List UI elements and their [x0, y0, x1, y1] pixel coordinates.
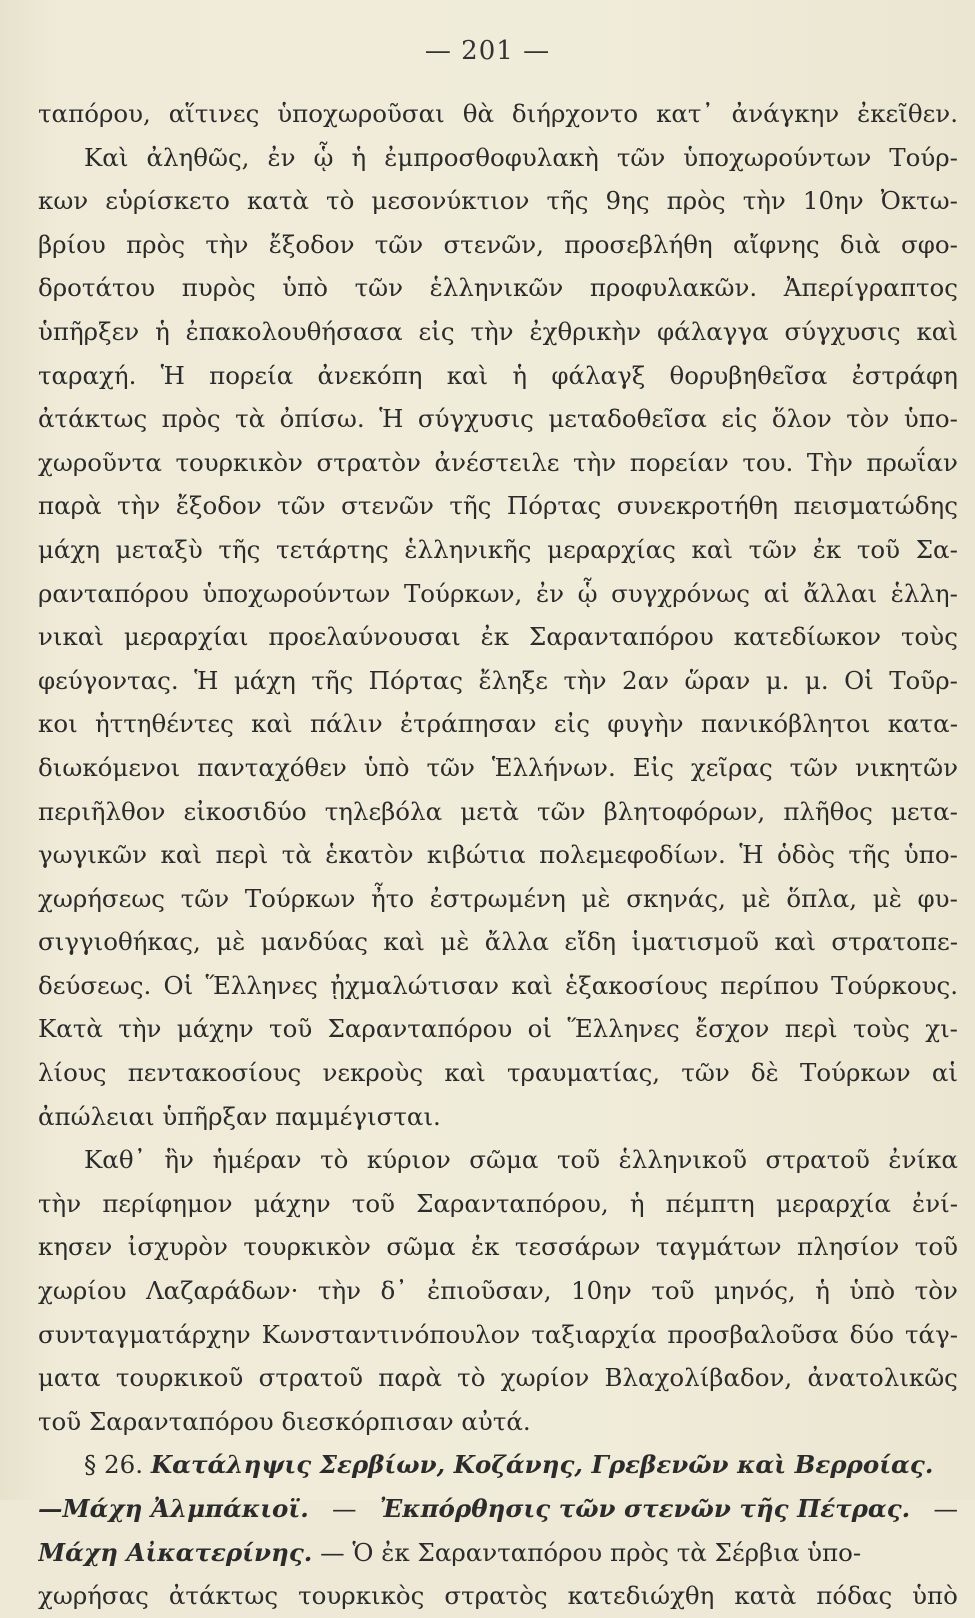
text-line: κων εὑρίσκετο κατὰ τὸ μεσονύκτιον τῆς 9ης πρὸς τὴν 10ην Ὀκτω-	[38, 186, 958, 216]
text-line: δεύσεως. Οἱ Ἕλληνες ᾐχμαλώτισαν καὶ ἑξακοσίους περίπου Τούρκους.	[38, 970, 958, 1000]
section-subtitle: —Μάχη Ἀλμπάκιοϊ.	[38, 1494, 309, 1523]
text-line: τὴν περίφημον μάχην τοῦ Σαρανταπόρου, ἡ πέμπτη μεραρχία ἐνί-	[38, 1188, 958, 1218]
dash-separator: —	[933, 1494, 958, 1523]
section-heading-line-3	[38, 1531, 958, 1575]
text-line: χωροῦντα τουρκικὸν στρατὸν ἀνέστειλε τὴν πορείαν του. Τὴν πρωΐαν	[38, 447, 958, 477]
dash-separator: —	[332, 1494, 357, 1523]
text-line: χωρίου Λαζαράδων· τὴν δ᾽ ἐπιοῦσαν, 10ην τοῦ μηνός, ἡ ὑπὸ τὸν	[38, 1276, 958, 1306]
text-line: ταπόρου, αἵτινες ὑποχωροῦσαι θὰ διήρχοντο κατ᾽ ἀνάγκην ἐκεῖθεν.	[38, 99, 958, 128]
section-title: Κατάληψις Σερβίων, Κοζάνης, Γρεβενῶν καὶ Βερροίας.	[150, 1450, 934, 1480]
text-line: νικαὶ μεραρχίαι προελαύνουσαι ἐκ Σαρανταπόρου κατεδίωκον τοὺς	[38, 622, 958, 652]
section-text: Ὁ ἐκ Σαρανταπόρου πρὸς τὰ Σέρβια ὑπο-	[352, 1537, 862, 1567]
text-line: συνταγματάρχην Κωνσταντινόπουλον ταξιαρχία προσβαλοῦσα δύο τάγ-	[38, 1319, 958, 1349]
body-text	[38, 92, 958, 1618]
text-line: διωκόμενοι πανταχόθεν ὑπὸ τῶν Ἑλλήνων. Εἰς χεῖρας τῶν νικητῶν	[38, 752, 958, 782]
text-line: χωρήσας ἀτάκτως τουρκικὸς στρατὸς κατεδιώχθη κατὰ πόδας ὑπὸ	[38, 1581, 958, 1611]
text-line: ἀτάκτως πρὸς τὰ ὀπίσω. Ἡ σύγχυσις μεταδοθεῖσα εἰς ὅλον τὸν ὑπο-	[38, 404, 958, 434]
text-line: βρίου πρὸς τὴν ἔξοδον τῶν στενῶν, προσεβλήθη αἴφνης διὰ σφο-	[38, 229, 958, 259]
text-line: ρανταπόρου ὑποχωρούντων Τούρκων, ἐν ᾧ συγχρόνως αἱ ἄλλαι ἑλλη-	[38, 578, 958, 608]
text-line: γωγικῶν καὶ περὶ τὰ ἑκατὸν κιβώτια πολεμεφοδίων. Ἡ ὁδὸς τῆς ὑπο-	[38, 840, 958, 870]
text-line: παρὰ τὴν ἔξοδον τῶν στενῶν τῆς Πόρτας συνεκροτήθη πεισματώδης	[38, 491, 958, 521]
text-line: περιῆλθον εἰκοσιδύο τηλεβόλα μετὰ τῶν βλητοφόρων, πλῆθος μετα-	[38, 796, 958, 826]
text-line: τοῦ Σαρανταπόρου διεσκόρπισαν αὐτά.	[38, 1406, 531, 1436]
text-line: κησεν ἰσχυρὸν τουρκικὸν σῶμα ἐκ τεσσάρων ταγμάτων πλησίον τοῦ	[38, 1232, 958, 1262]
text-line: μάχη μεταξὺ τῆς τετάρτης ἑλληνικῆς μεραρχίας καὶ τῶν ἐκ τοῦ Σα-	[38, 534, 958, 564]
text-line: λίους πεντακοσίους νεκροὺς καὶ τραυματίας, τῶν δὲ Τούρκων αἱ	[38, 1058, 958, 1088]
text-line: ματα τουρκικοῦ στρατοῦ παρὰ τὸ χωρίον Βλαχολίβαδον, ἀνατολικῶς	[38, 1363, 958, 1393]
text-line: ταραχή. Ἡ πορεία ἀνεκόπη καὶ ἡ φάλαγξ θορυβηθεῖσα ἐστράφη	[38, 360, 958, 390]
section-heading-line-2	[38, 1487, 958, 1531]
dash-separator: —	[320, 1537, 345, 1567]
section-heading-line-1	[38, 1443, 958, 1487]
page-number: — 201 —	[424, 36, 551, 66]
text-line: χωρήσεως τῶν Τούρκων ἦτο ἐστρωμένη μὲ σκηνάς, μὲ ὅπλα, μὲ φυ-	[38, 883, 958, 913]
text-line: σιγγιοθήκας, μὲ μανδύας καὶ μὲ ἄλλα εἴδη ἱματισμοῦ καὶ στρατοπε-	[38, 927, 958, 957]
text-line: ὑπῆρξεν ἡ ἐπακολουθήσασα εἰς τὴν ἐχθρικὴν φάλαγγα σύγχυσις καὶ	[38, 316, 958, 346]
text-line: φεύγοντας. Ἡ μάχη τῆς Πόρτας ἔληξε τὴν 2αν ὥραν μ. μ. Οἱ Τοῦρ-	[38, 665, 958, 695]
text-line: κοι ἡττηθέντες καὶ πάλιν ἐτράπησαν εἰς φυγὴν πανικόβλητοι κατα-	[38, 709, 958, 739]
text-line: δροτάτου πυρὸς ὑπὸ τῶν ἑλληνικῶν προφυλακῶν. Ἀπερίγραπτος	[38, 273, 958, 303]
text-line: Καὶ ἀληθῶς, ἐν ᾧ ἡ ἐμπροσθοφυλακὴ τῶν ὑποχωρούντων Τούρ-	[84, 142, 958, 172]
section-number: § 26.	[84, 1450, 144, 1480]
section-subtitle: Ἐκπόρθησις τῶν στενῶν τῆς Πέτρας.	[379, 1494, 911, 1523]
text-line: ἀπώλειαι ὑπῆρξαν παμμέγισται.	[38, 1101, 441, 1131]
text-line: Κατὰ τὴν μάχην τοῦ Σαρανταπόρου οἱ Ἕλληνες ἔσχον περὶ τοὺς χι-	[38, 1014, 958, 1044]
text-line: Καθ᾽ ἣν ἡμέραν τὸ κύριον σῶμα τοῦ ἑλληνικοῦ στρατοῦ ἐνίκα	[84, 1145, 958, 1175]
section-subtitle: Μάχη Αἰκατερίνης.	[38, 1537, 313, 1567]
